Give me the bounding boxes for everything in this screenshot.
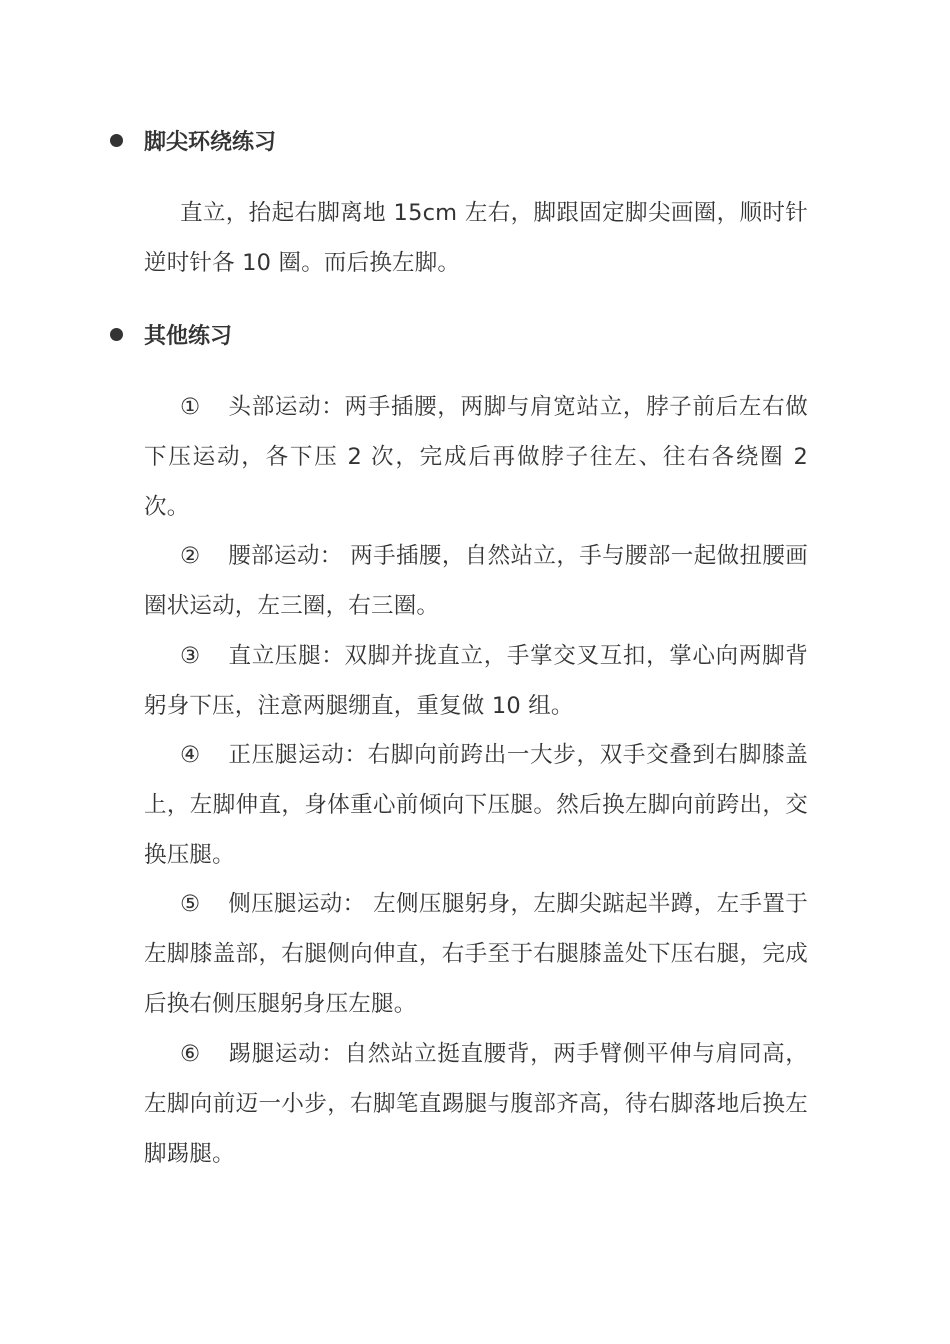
- bullet-icon: [110, 134, 123, 147]
- section-heading-toe-circles: [110, 122, 276, 158]
- exercise-item-3: [144, 632, 808, 732]
- item-text: 腰部运动： 两手插腰，自然站立，手与腰部一起做扭腰画圈状运动，左三圈，右三圈。: [144, 543, 808, 619]
- item-number: ④: [180, 742, 201, 768]
- bullet-icon: [110, 328, 123, 341]
- item-text: 踢腿运动：自然站立挺直腰背，两手臂侧平伸与肩同高，左脚向前迈一小步，右脚笔直踢腿与腹部齐高，待右脚落地后换左脚踢腿。: [144, 1041, 808, 1167]
- exercise-item-2: [144, 532, 808, 632]
- item-number: ②: [180, 543, 201, 569]
- item-text: 侧压腿运动： 左侧压腿躬身，左脚尖踮起半蹲，左手置于左脚膝盖部，右腿侧向伸直，右手至于右腿膝盖处下压右腿，完成后换右侧压腿躬身压左腿。: [144, 891, 808, 1017]
- exercise-item-4: [144, 731, 808, 880]
- item-text: 正压腿运动：右脚向前跨出一大步，双手交叠到右脚膝盖上，左脚伸直，身体重心前倾向下压腿。然后换左脚向前跨出，交换压腿。: [144, 742, 808, 868]
- item-number: ⑤: [180, 891, 201, 917]
- item-number: ①: [180, 394, 201, 420]
- section-heading-text: 脚尖环绕练习: [144, 129, 277, 155]
- item-text: 头部运动：两手插腰，两脚与肩宽站立，脖子前后左右做下压运动，各下压 2 次，完成后再做脖子往左、往右各绕圈 2 次。: [144, 394, 808, 520]
- toe-circles-paragraph: 直立，抬起右脚离地 15cm 左右，脚跟固定脚尖画圈，顺时针逆时针各 10 圈。而后换左脚。: [144, 200, 808, 276]
- exercise-item-1: [144, 383, 808, 532]
- item-text: 直立压腿：双脚并拢直立，手掌交叉互扣，掌心向两脚背躬身下压，注意两腿绷直，重复做 10 组。: [144, 643, 808, 719]
- exercise-item-6: [144, 1030, 808, 1179]
- item-number: ⑥: [180, 1041, 201, 1067]
- exercise-item-5: [144, 880, 808, 1029]
- section-heading-other-exercises: [110, 316, 232, 352]
- item-number: ③: [180, 643, 201, 669]
- section-heading-text: 其他练习: [144, 323, 233, 349]
